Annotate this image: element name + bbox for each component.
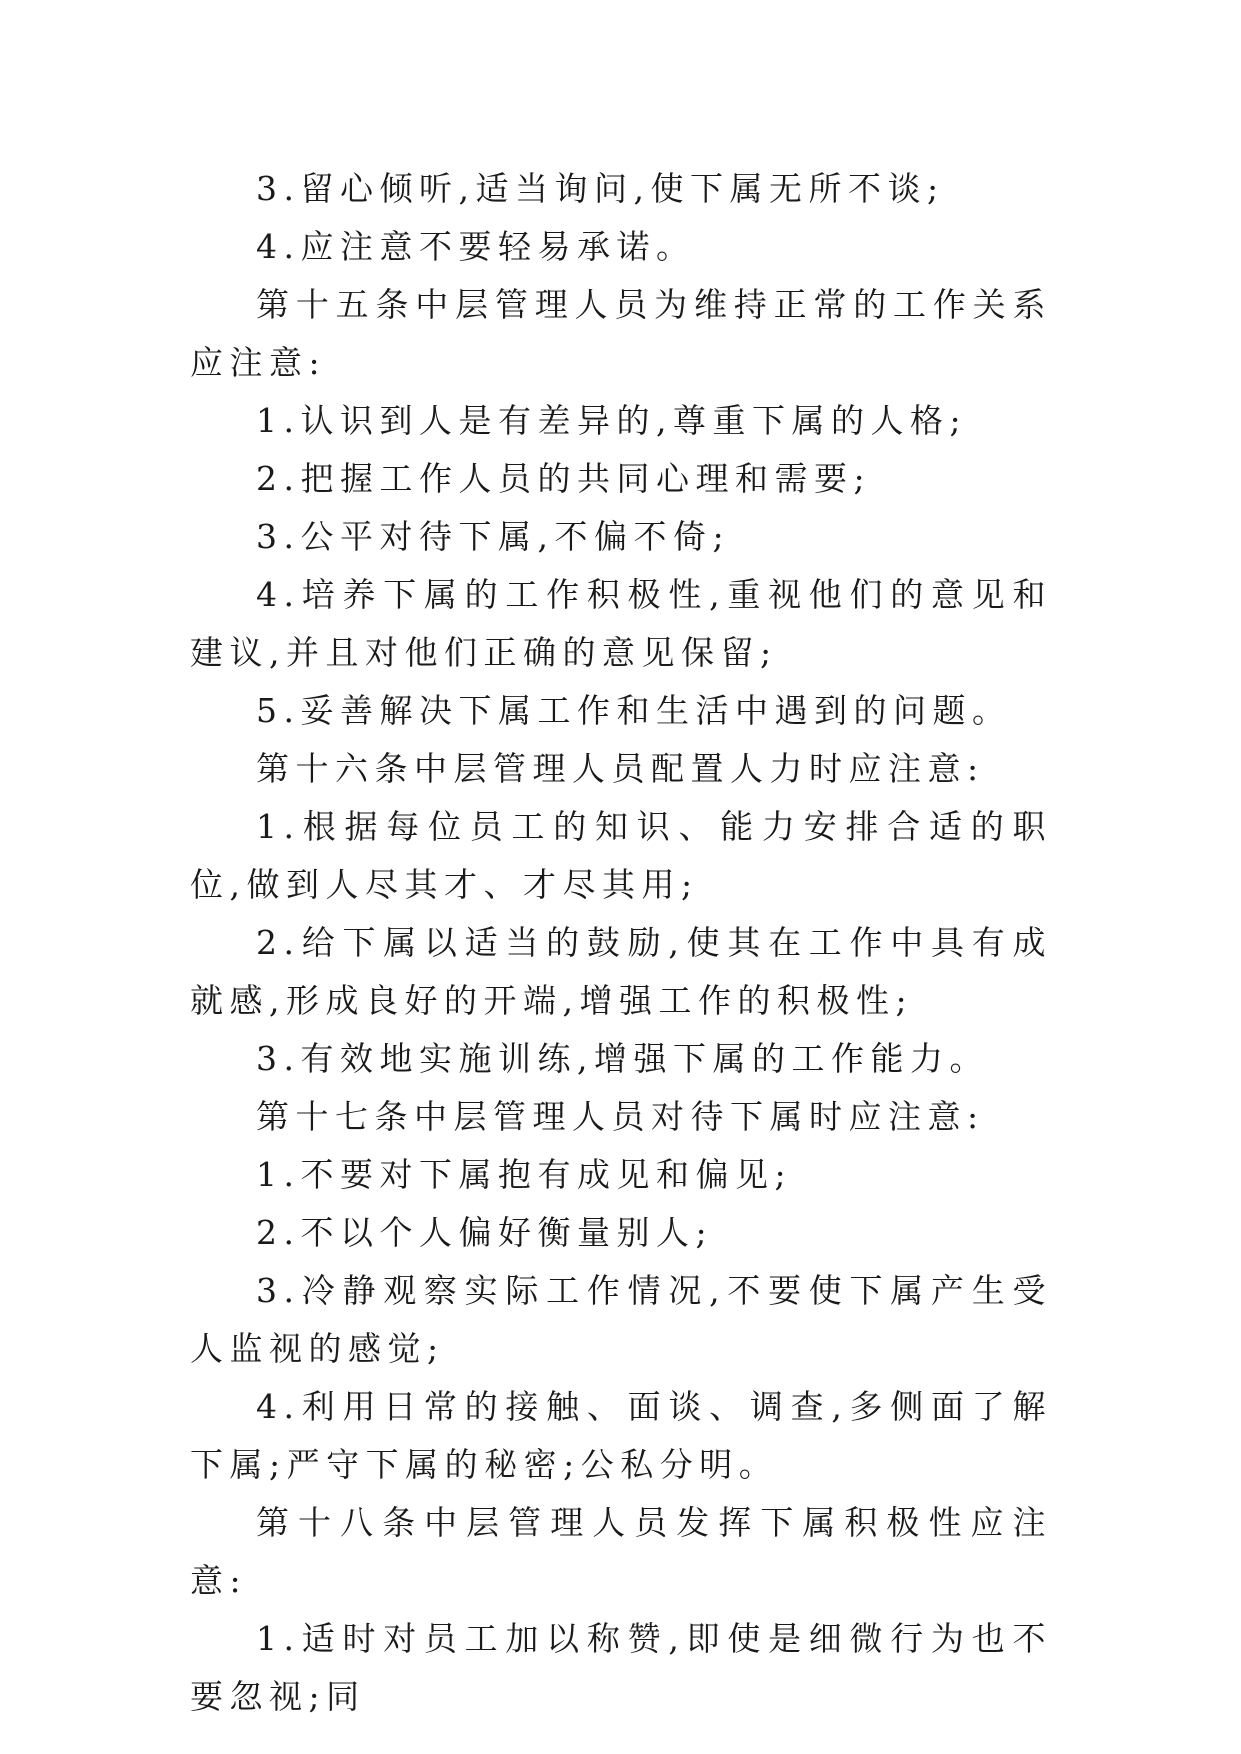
- paragraph: 4.应注意不要轻易承诺。: [256, 227, 696, 266]
- paragraph: 3.留心倾听,适当询问,使下属无所不谈;: [256, 169, 945, 208]
- paragraph: 3.有效地实施训练,增强下属的工作能力。: [256, 1039, 989, 1078]
- paragraph: 2.把握工作人员的共同心理和需要;: [256, 459, 872, 498]
- paragraph: 4.培养下属的工作积极性,重视他们的意见和建议,并且对他们正确的意见保留;: [190, 575, 1052, 672]
- paragraph: 4.利用日常的接触、面谈、调查,多侧面了解下属;严守下属的秘密;公私分明。: [190, 1387, 1052, 1484]
- paragraph: 1.根据每位员工的知识、能力安排合适的职位,做到人尽其才、才尽其用;: [190, 807, 1052, 904]
- paragraph: 3.公平对待下属,不偏不倚;: [256, 517, 731, 556]
- article-heading: 第十八条中层管理人员发挥下属积极性应注意:: [190, 1503, 1052, 1600]
- paragraph: 3.冷静观察实际工作情况,不要使下属产生受人监视的感觉;: [190, 1271, 1052, 1368]
- paragraph: 5.妥善解决下属工作和生活中遇到的问题。: [256, 691, 1012, 730]
- article-heading: 第十五条中层管理人员为维持正常的工作关系应注意:: [190, 285, 1052, 382]
- document-body: [190, 160, 1052, 1726]
- paragraph: 2.不以个人偏好衡量别人;: [256, 1213, 714, 1252]
- paragraph: 1.适时对员工加以称赞,即使是细微行为也不要忽视;同: [190, 1619, 1052, 1716]
- paragraph: 1.认识到人是有差异的,尊重下属的人格;: [256, 401, 968, 440]
- paragraph: 2.给下属以适当的鼓励,使其在工作中具有成就感,形成良好的开端,增强工作的积极性;: [190, 923, 1052, 1020]
- paragraph: 1.不要对下属抱有成见和偏见;: [256, 1155, 793, 1194]
- article-heading: 第十七条中层管理人员对待下属时应注意:: [256, 1097, 985, 1136]
- article-heading: 第十六条中层管理人员配置人力时应注意:: [256, 749, 985, 788]
